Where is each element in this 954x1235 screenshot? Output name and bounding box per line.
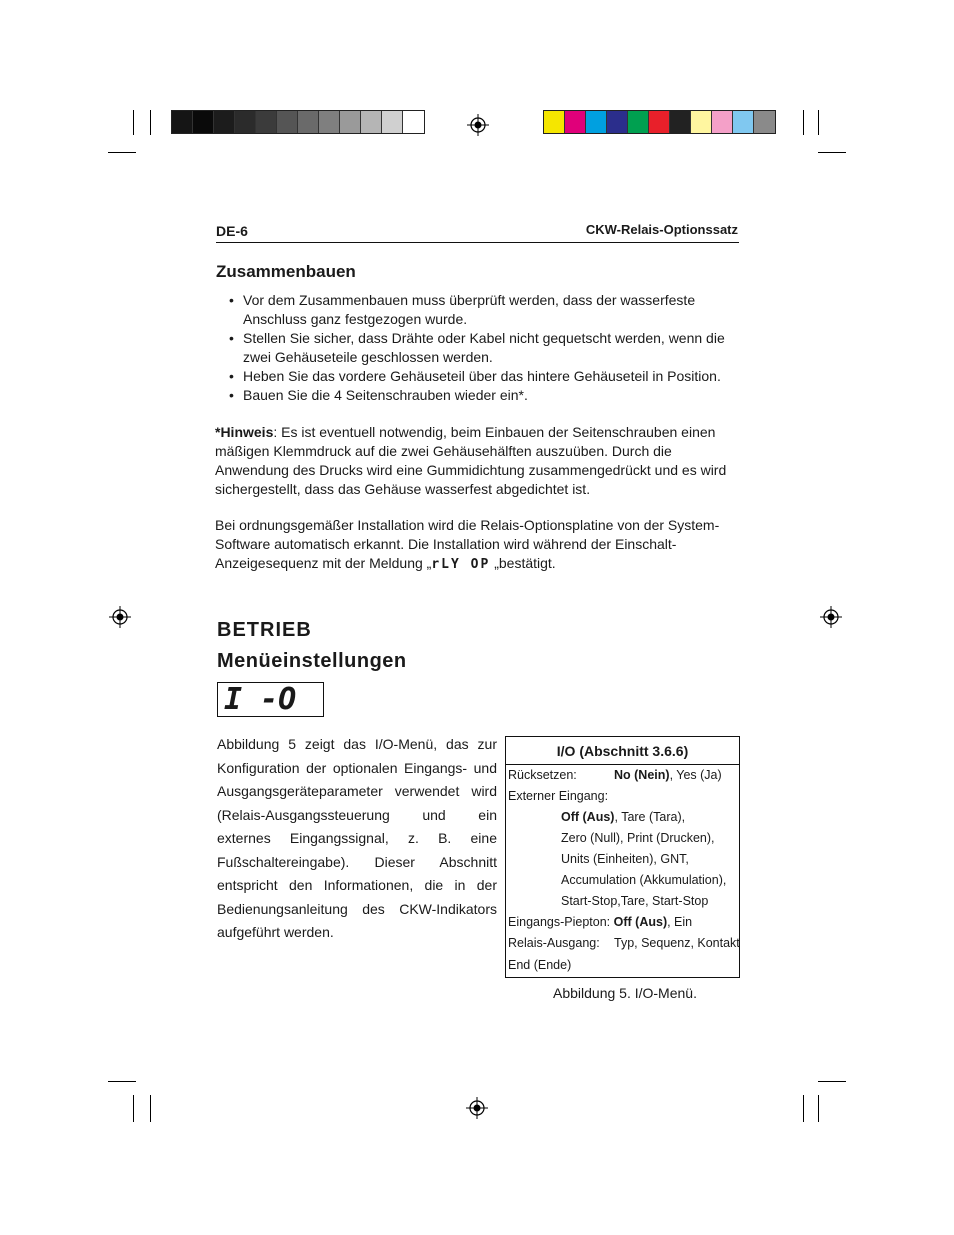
- reset-rest: , Yes (Ja): [669, 768, 722, 782]
- color-swatch: [403, 111, 424, 133]
- external-rest: , Tare (Tara),: [614, 810, 686, 824]
- note-text: : Es ist eventuell notwendig, beim Einbauen der Seitenschrauben einen mäßigen Klemmdruck auf die zwei Gehäusehälften auszuüben. Durch die Anwendung des Drucks wird eine Gummidichtung zusammengedrückt und es wird sichergestellt, dass das Gehäuse wasserfest abgedichtet ist.: [215, 424, 727, 497]
- beep-label: Eingangs-Piepton:: [508, 915, 611, 929]
- external-input-options: [561, 810, 685, 824]
- reset-label: Rücksetzen:: [508, 768, 577, 782]
- list-item: • Vor dem Zusammenbauen muss überprüft werden, dass der wasserfeste Anschluss ganz festgezogen wurde.: [229, 291, 734, 329]
- page-number: DE-6: [216, 223, 248, 239]
- gray-swatch-strip: [171, 110, 425, 134]
- color-swatch: [712, 111, 733, 133]
- figure-caption: Abbildung 5. I/O-Menü.: [553, 985, 697, 1001]
- registration-mark-icon: [466, 1097, 488, 1119]
- color-swatch: [298, 111, 319, 133]
- end-label: End (Ende): [508, 958, 572, 972]
- crop-mark: [803, 1095, 804, 1122]
- color-swatch: [361, 111, 382, 133]
- relay-options: Typ, Sequenz, Kontakt: [614, 936, 740, 950]
- external-option-line: Accumulation (Akkumulation),: [561, 873, 727, 887]
- header-rule: [216, 242, 739, 243]
- operation-body: Abbildung 5 zeigt das I/O-Menü, das zur Konfiguration der optionalen Eingangs- und Ausgangsgeräteparameter verwendet wird (Relais-Ausgangssteuerung und ein externes Eingangssignal, z. B. eine Fußschaltereingabe). Dieser Abschnitt entspricht den Informationen, die in der Bedienungsanleitung des CKW-Indikators aufgeführt werden.: [217, 736, 497, 940]
- color-swatch: [214, 111, 235, 133]
- external-option-line: Start-Stop,Tare, Start-Stop: [561, 894, 709, 908]
- external-input-label: Externer Eingang:: [508, 789, 609, 803]
- color-swatch: [340, 111, 361, 133]
- color-swatch: [586, 111, 607, 133]
- list-item: • Heben Sie das vordere Gehäuseteil über das hintere Gehäuseteil in Position.: [229, 367, 734, 386]
- crop-mark: [818, 152, 846, 153]
- external-default: Off (Aus): [561, 810, 615, 824]
- color-swatch: [691, 111, 712, 133]
- registration-mark-icon: [109, 606, 131, 628]
- crop-mark: [803, 110, 804, 135]
- color-swatch-strip: [543, 110, 776, 134]
- color-swatch: [670, 111, 691, 133]
- external-option-line: Zero (Null), Print (Drucken),: [561, 831, 715, 845]
- color-swatch: [382, 111, 403, 133]
- registration-mark-icon: [820, 606, 842, 628]
- list-item: • Bauen Sie die 4 Seitenschrauben wieder ein*.: [229, 386, 734, 405]
- menu-settings-heading: Menüeinstellungen: [217, 650, 407, 672]
- crop-mark: [108, 152, 136, 153]
- reset-default: No (Nein): [614, 768, 670, 782]
- io-menu-title: I/O (Abschnitt 3.6.6): [506, 737, 739, 765]
- color-swatch: [649, 111, 670, 133]
- beep-rest: , Ein: [667, 915, 693, 929]
- color-swatch: [256, 111, 277, 133]
- beep-default: Off (Aus): [613, 915, 668, 929]
- io-menu-box: [505, 736, 740, 978]
- crop-mark: [133, 1095, 134, 1122]
- crop-mark: [150, 1095, 151, 1122]
- display-message: rLY OP: [431, 557, 491, 572]
- note-label: *Hinweis: [215, 424, 274, 440]
- registration-mark-icon: [467, 114, 489, 136]
- crop-mark: [108, 1081, 136, 1082]
- color-swatch: [565, 111, 586, 133]
- color-swatch: [277, 111, 298, 133]
- list-item: • Stellen Sie sicher, dass Drähte oder Kabel nicht gequetscht werden, wenn die zwei Gehäuseteile geschlossen werden.: [229, 329, 734, 367]
- color-swatch: [607, 111, 628, 133]
- color-swatch: [754, 111, 775, 133]
- lcd-display: I -O: [217, 682, 324, 717]
- assembly-list: [229, 291, 734, 405]
- color-swatch: [172, 111, 193, 133]
- install-paragraph: [215, 516, 731, 574]
- install-text: Bei ordnungsgemäßer Installation wird die Relais-Optionsplatine von der System-Software automatisch erkannt. Die Installation wird während der Einschalt-Anzeigesequenz mit der Meldung „: [215, 517, 720, 571]
- external-option-line: Units (Einheiten), GNT,: [561, 852, 689, 866]
- crop-mark: [818, 1095, 819, 1122]
- color-swatch: [628, 111, 649, 133]
- document-title: CKW-Relais-Optionssatz: [585, 222, 738, 237]
- crop-mark: [133, 110, 134, 135]
- assembly-heading: Zusammenbauen: [216, 262, 356, 281]
- color-swatch: [235, 111, 256, 133]
- relay-label: Relais-Ausgang:: [508, 936, 600, 950]
- crop-mark: [818, 110, 819, 135]
- beep-row: [508, 915, 692, 929]
- crop-mark: [150, 110, 151, 135]
- color-swatch: [544, 111, 565, 133]
- color-swatch: [193, 111, 214, 133]
- reset-options: [614, 768, 722, 782]
- note-paragraph: [215, 423, 731, 499]
- color-swatch: [319, 111, 340, 133]
- color-swatch: [733, 111, 754, 133]
- operation-heading: BETRIEB: [217, 619, 312, 641]
- crop-mark: [818, 1081, 846, 1082]
- install-text-end: „bestätigt.: [494, 555, 556, 571]
